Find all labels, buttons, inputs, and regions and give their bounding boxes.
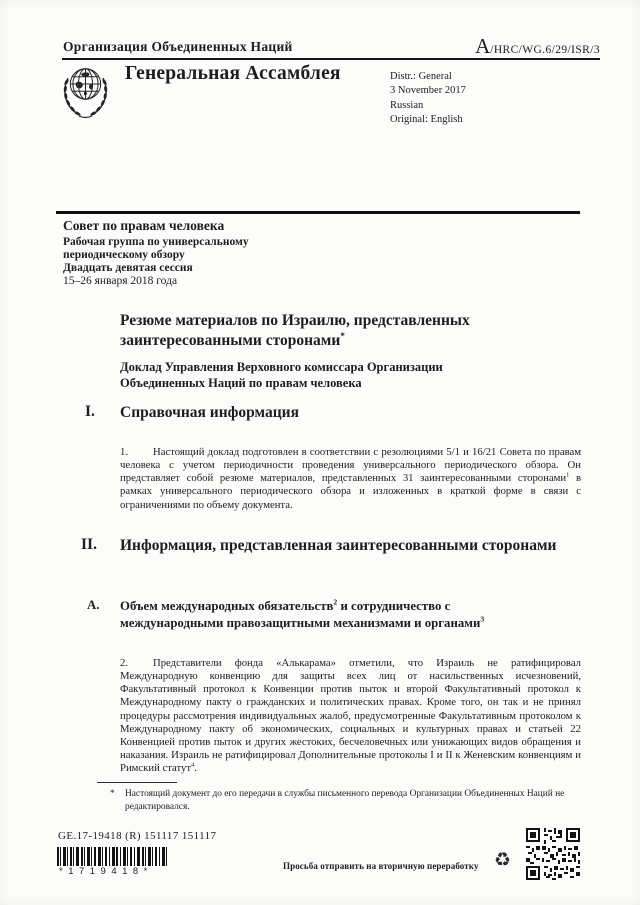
- footnote-ref-4: 4: [191, 761, 195, 769]
- qr-code: [526, 828, 580, 885]
- footnote: [110, 788, 588, 813]
- org-name: Организация Объединенных Наций: [63, 39, 293, 54]
- title-footnote-marker: *: [340, 331, 345, 342]
- paragraph-1: 1. Настоящий доклад подготовлен в соответствии с резолюциями 5/1 и 16/21 Совета по правам человека с учетом периодичности проведения универсального периодического обзора. Он представляет собой резюме материалов, представленных 31 заинтересованными сторонами$^1$ в рамках универсального периодического обзора и изложенных в краткой форме в связи с ограничениями по объему документа.: [120, 445, 581, 511]
- working-group-line: Рабочая группа по универсальному: [63, 236, 249, 248]
- body-name: Совет по правам человека: [63, 218, 225, 233]
- paragraph-number: 2.: [120, 656, 129, 669]
- document-symbol: [475, 34, 600, 59]
- section-1-heading: Справочная информация: [120, 404, 299, 421]
- document-subtitle: Доклад Управления Верховного комиссара Организации Объединенных Наций по правам человека: [120, 360, 443, 390]
- recycle-icon: ♻: [494, 849, 512, 871]
- distr-line: Distr.: General: [390, 71, 452, 82]
- document-symbol-code: /HRC/WG.6/29/ISR/3: [490, 44, 600, 56]
- recycle-notice: Просьба отправить на вторичную переработку: [283, 861, 479, 871]
- ge-number: GE.17-19418 (R) 151117 151117: [58, 830, 217, 842]
- subsection-a-heading: Объем международных обязательств$^2$ и сотрудничество с международными правозащитными механизмами и органами$^3$: [120, 597, 485, 630]
- distribution-block: [390, 70, 466, 127]
- distr-line: Russian: [390, 99, 424, 111]
- assembly-title: Генеральная Ассамблея: [125, 63, 341, 84]
- footnote-ref-1: 1: [566, 471, 570, 479]
- session-name: Двадцать девятая сессия: [63, 262, 193, 274]
- document-title: Резюме материалов по Израилю, представленных заинтересованными сторонами*: [120, 312, 470, 349]
- session-block: [63, 219, 249, 288]
- section-2-heading: Информация, представленная заинтересованными сторонами: [120, 537, 557, 554]
- footnote-marker: *: [110, 789, 115, 799]
- footnote-rule: [97, 782, 177, 783]
- un-emblem-icon: [59, 62, 112, 128]
- section-2-label: II.: [81, 536, 97, 553]
- document-symbol-letter: A: [475, 34, 491, 58]
- section-divider-rule: [56, 211, 580, 214]
- section-1-label: I.: [85, 403, 95, 420]
- distr-line: Original: English: [390, 113, 463, 125]
- footnote-ref-3: 3: [480, 614, 485, 624]
- paragraph-number: 1.: [120, 445, 129, 458]
- distr-line: 3 November 2017: [390, 85, 466, 97]
- footnote-ref-2: 2: [333, 597, 338, 607]
- session-dates: 15–26 января 2018 года: [63, 275, 178, 287]
- header-rule: [62, 58, 600, 60]
- paragraph-2: 2. Представители фонда «Алькарама» отметили, что Израиль не ратифицировал Международную конвенцию для защиты всех лиц от насильственных исчезновений, Факультативный протокол к Конвенции против пыток и второй Факультативный протокол к Международному пакту о гражданских и политических правах. Кроме того, он так и не принял процедуры рассмотрения индивидуальных жалоб, предусмотренные Факультативным протоколом к Международному пакту об экономических, социальных и культурных правах и статьей 22 Конвенцией против пыток и других жестоких, бесчеловечных или унижающих видов обращения и наказания. Израиль не ратифицировал Дополнительные протоколы I и II к Женевским конвенциям и Римский статут$^4$.: [120, 656, 581, 775]
- subsection-a-label: A.: [87, 598, 100, 612]
- footnote-text: Настоящий документ до его передачи в службы письменного перевода Организации Объединенных Наций не редактировался.: [125, 789, 565, 812]
- working-group-line: периодическому обзору: [63, 249, 185, 261]
- barcode-digits: *1719418*: [59, 866, 153, 877]
